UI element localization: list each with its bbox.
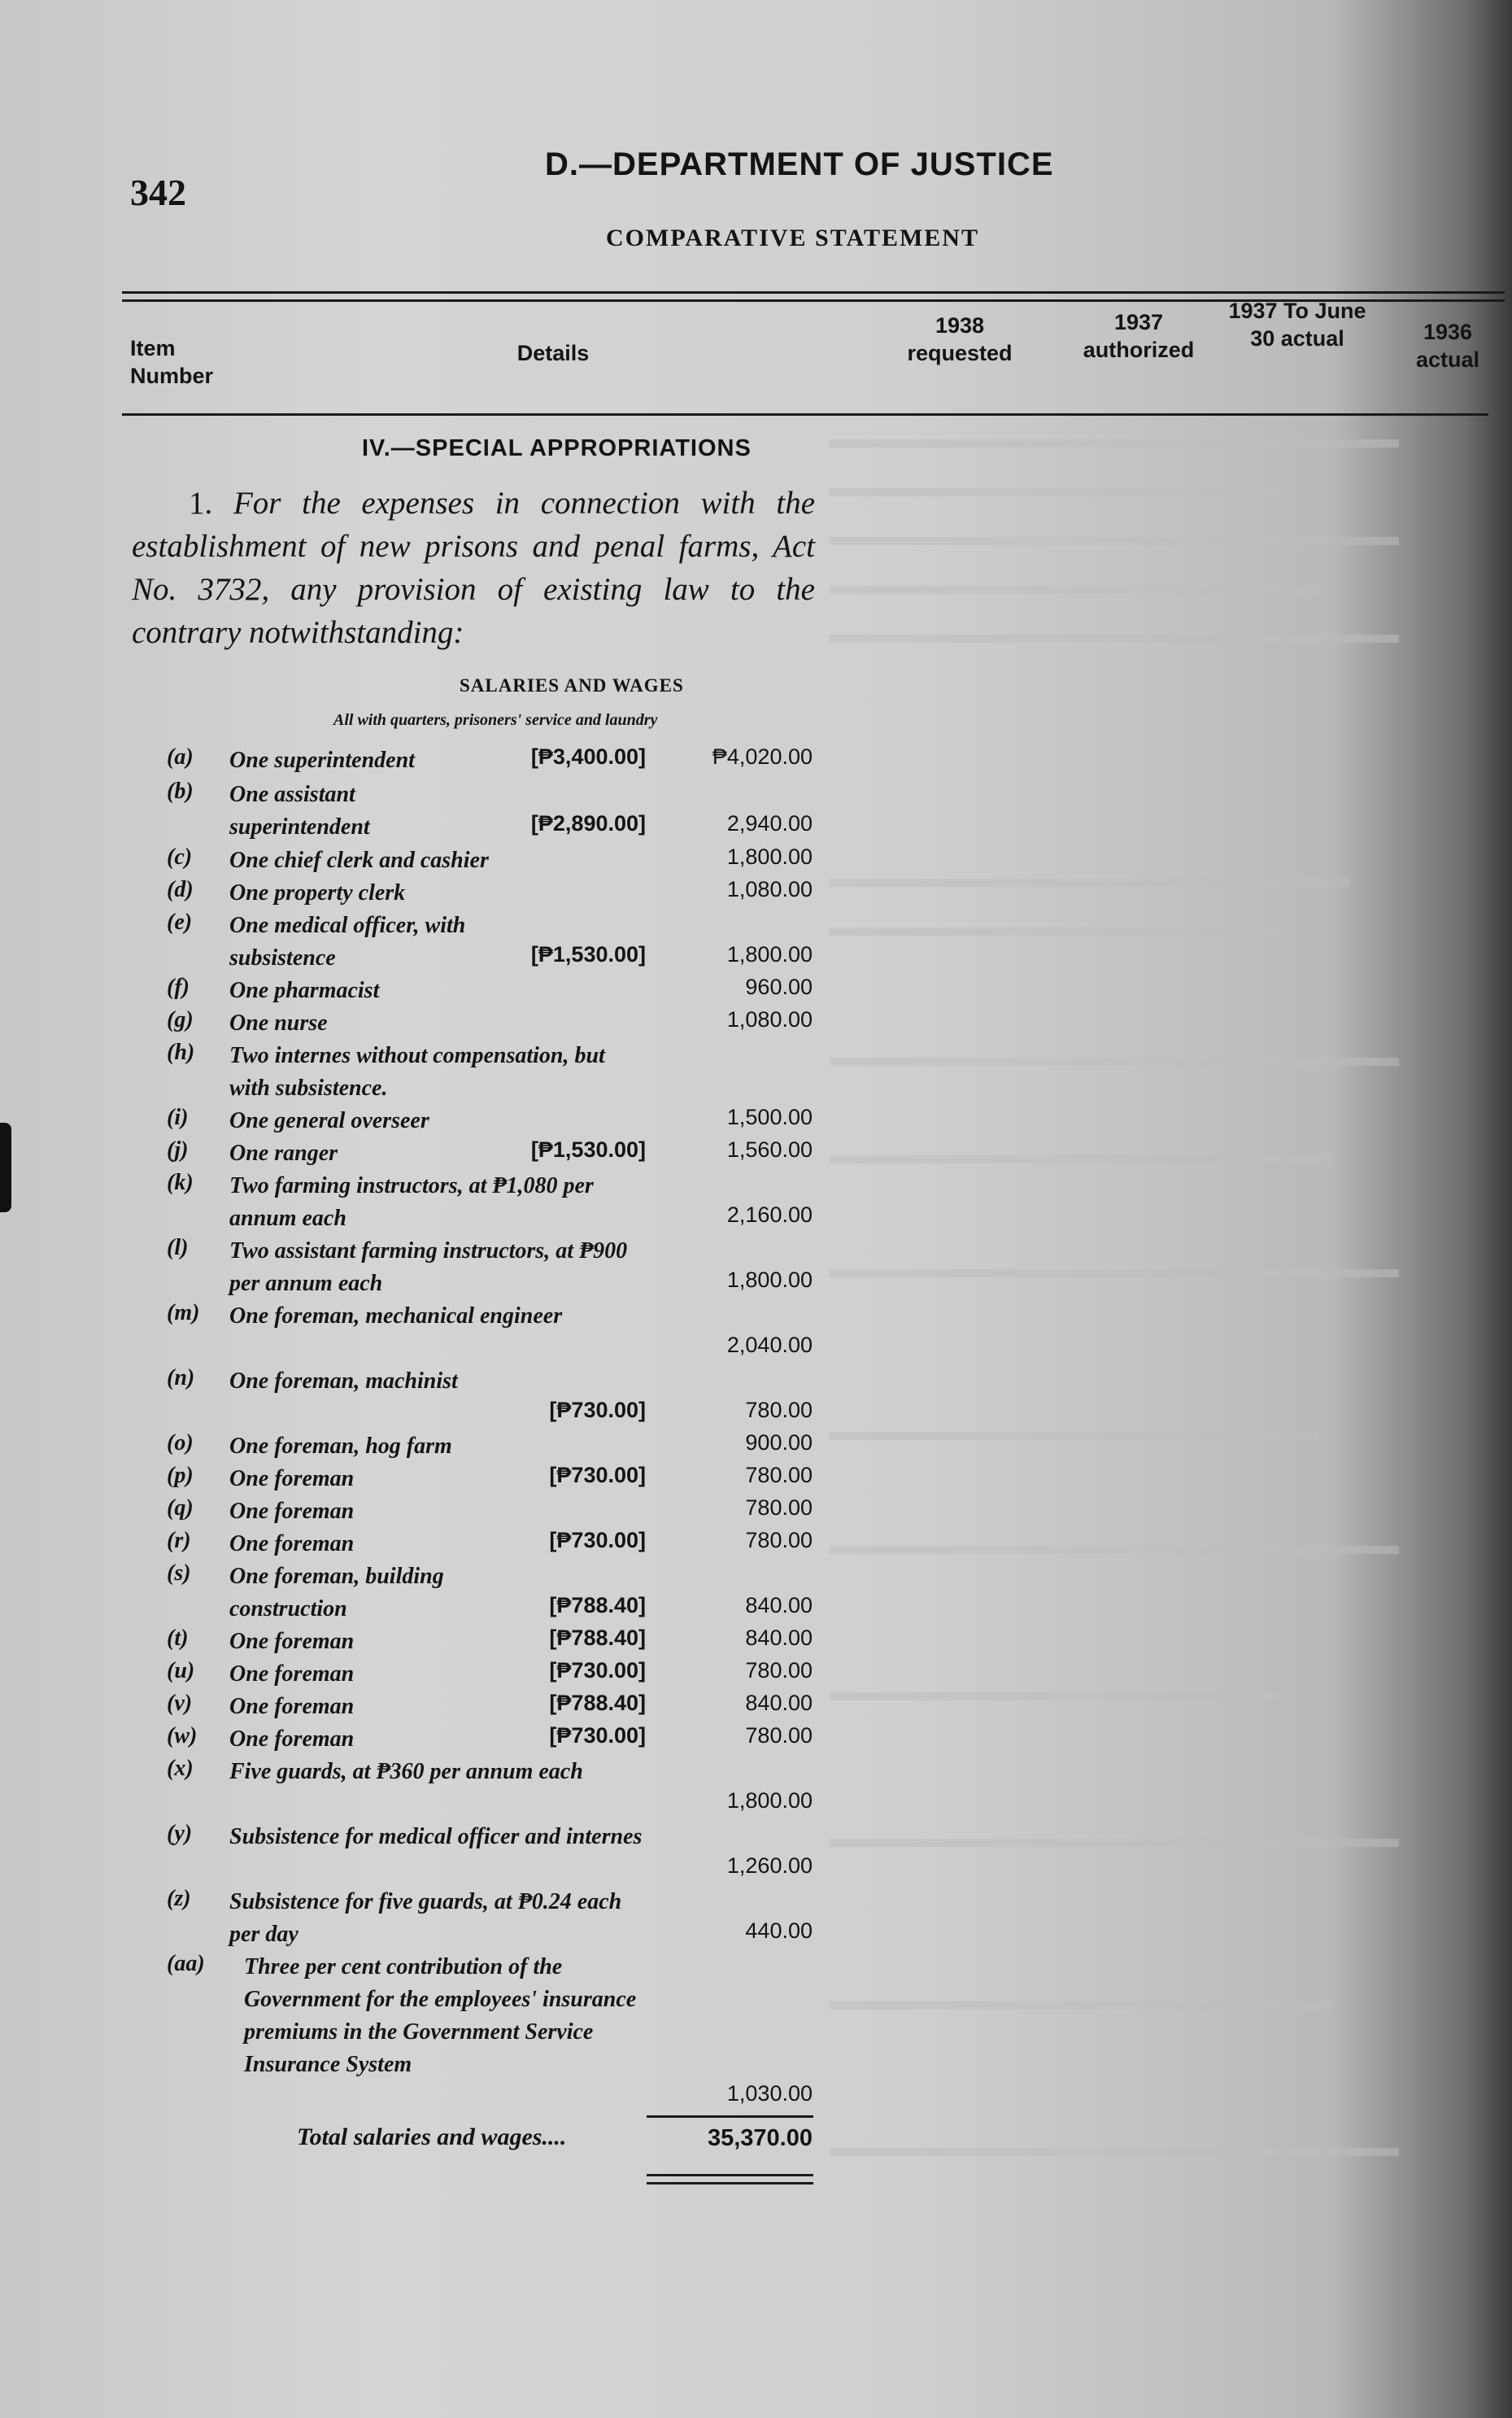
line-item <box>0 1170 1512 1235</box>
item-amount: 1,560.00 <box>726 1137 813 1162</box>
statement-title: COMPARATIVE STATEMENT <box>606 225 979 251</box>
item-description: One medical officer, with subsistence <box>229 913 466 971</box>
item-amount: 1,800.00 <box>726 1788 813 1813</box>
item-letter: (f) <box>167 975 190 1000</box>
item-description: Three per cent contribution of the Government for the employees' insurance premiums in the Government Service Insurance System <box>244 1954 637 2077</box>
item-amount: 840.00 <box>745 1593 813 1617</box>
item-amount: ₱4,020.00 <box>712 744 813 769</box>
line-item <box>0 975 1512 1007</box>
item-letter: (aa) <box>167 1951 205 1976</box>
col-1937-authorized: 1937 authorized <box>1083 310 1195 362</box>
item-letter: (h) <box>167 1040 195 1065</box>
item-amount: 900.00 <box>745 1430 813 1455</box>
item-amount: 1,030.00 <box>726 2081 813 2106</box>
item-description: One pharmacist <box>229 978 380 1003</box>
item-amount: 1,500.00 <box>726 1105 813 1129</box>
item-description: One property clerk <box>229 880 406 906</box>
item-description: One foreman, hog farm <box>229 1434 452 1459</box>
item-description: Two internes without compensation, but with subsistence. <box>229 1043 605 1101</box>
item-previous-amount: [₱788.40] <box>549 1626 646 1650</box>
item-previous-amount: [₱1,530.00] <box>530 942 646 967</box>
item-amount: 2,940.00 <box>726 811 813 836</box>
line-item <box>0 1821 1512 1886</box>
line-item <box>0 1691 1512 1723</box>
item-description: Subsistence for medical officer and internes <box>229 1824 643 1849</box>
item-letter: (j) <box>167 1137 189 1163</box>
sum-rule <box>647 2115 813 2118</box>
item-description: One general overseer <box>229 1108 429 1133</box>
line-item <box>0 1658 1512 1691</box>
item-description: One foreman, mechanical engineer <box>229 1303 563 1329</box>
total-double-rule-1 <box>647 2174 813 2176</box>
col-1937-june-actual: 1937 To June 30 actual <box>1228 299 1366 351</box>
col-1936-actual: 1936 actual <box>1415 320 1480 372</box>
item-description: One foreman <box>229 1661 355 1687</box>
department-title: D.—DEPARTMENT OF JUSTICE <box>545 146 1054 182</box>
item-amount: 1,260.00 <box>726 1853 813 1878</box>
col-item-number: Item Number <box>130 336 214 388</box>
line-item <box>0 1951 1512 2114</box>
appropriation-paragraph <box>132 482 815 654</box>
item-letter: (z) <box>167 1886 191 1911</box>
item-previous-amount: [₱788.40] <box>549 1691 646 1715</box>
item-amount: 2,040.00 <box>726 1333 813 1357</box>
item-amount: 840.00 <box>745 1626 813 1650</box>
item-description: One nurse <box>229 1010 328 1036</box>
section-title: IV.—SPECIAL APPROPRIATIONS <box>362 435 752 461</box>
item-letter: (n) <box>167 1365 195 1390</box>
item-amount: 1,800.00 <box>726 942 813 967</box>
line-item <box>0 779 1512 844</box>
item-letter: (y) <box>167 1821 193 1846</box>
item-amount: 780.00 <box>745 1463 813 1487</box>
item-description: Subsistence for five guards, at ₱0.24 each per day <box>229 1889 622 1947</box>
item-previous-amount: [₱730.00] <box>549 1528 646 1552</box>
item-amount: 1,080.00 <box>726 1007 813 1032</box>
line-item <box>0 1756 1512 1821</box>
total-double-rule-2 <box>647 2182 813 2184</box>
item-description: One foreman <box>229 1726 355 1752</box>
header-rule-top <box>122 291 1505 294</box>
item-letter: (b) <box>167 779 194 804</box>
item-letter: (k) <box>167 1170 194 1195</box>
item-description: One foreman <box>229 1531 355 1556</box>
line-item <box>0 1137 1512 1170</box>
line-item <box>0 1626 1512 1658</box>
item-amount: 840.00 <box>745 1691 813 1715</box>
line-item <box>0 1365 1512 1430</box>
item-previous-amount: [₱2,890.00] <box>530 811 646 836</box>
item-amount: 2,160.00 <box>726 1202 813 1227</box>
item-amount: 780.00 <box>745 1495 813 1520</box>
col-details: Details <box>516 341 590 365</box>
item-letter: (a) <box>167 744 194 770</box>
item-description: One foreman <box>229 1694 355 1719</box>
item-amount: 780.00 <box>745 1398 813 1422</box>
item-amount: 440.00 <box>745 1918 813 1943</box>
line-item <box>0 744 1512 777</box>
line-item <box>0 877 1512 910</box>
line-item <box>0 1495 1512 1528</box>
item-amount: 960.00 <box>745 975 813 999</box>
item-previous-amount: [₱730.00] <box>549 1658 646 1683</box>
item-description: One foreman <box>229 1629 355 1654</box>
item-letter: (g) <box>167 1007 194 1032</box>
item-letter: (m) <box>167 1300 200 1325</box>
item-description: One foreman, building construction <box>229 1564 444 1621</box>
item-letter: (e) <box>167 910 193 935</box>
line-item <box>0 910 1512 975</box>
line-item <box>0 845 1512 877</box>
item-letter: (i) <box>167 1105 189 1130</box>
item-amount: 1,080.00 <box>726 877 813 901</box>
item-amount: 780.00 <box>745 1658 813 1683</box>
line-item <box>0 1235 1512 1300</box>
line-item <box>0 1528 1512 1560</box>
line-item <box>0 1007 1512 1040</box>
total-label: Total salaries and wages.... <box>297 2123 567 2150</box>
item-letter: (s) <box>167 1560 191 1586</box>
item-previous-amount: [₱730.00] <box>549 1398 646 1422</box>
line-item <box>0 1430 1512 1463</box>
item-description: One foreman <box>229 1466 355 1491</box>
item-description: One ranger <box>229 1141 338 1166</box>
item-amount: 1,800.00 <box>726 845 813 869</box>
item-previous-amount: [₱730.00] <box>549 1723 646 1748</box>
item-previous-amount: [₱730.00] <box>549 1463 646 1487</box>
paragraph-number: 1. <box>189 486 213 521</box>
page-number: 342 <box>130 172 186 213</box>
salaries-heading: SALARIES AND WAGES <box>460 675 684 696</box>
line-item <box>0 1463 1512 1495</box>
item-previous-amount: [₱788.40] <box>549 1593 646 1617</box>
item-description: Two farming instructors, at ₱1,080 per annum each <box>229 1173 594 1231</box>
item-description: One foreman <box>229 1499 355 1524</box>
item-description: Two assistant farming instructors, at ₱900 per annum each <box>229 1238 628 1296</box>
col-1938-requested: 1938 requested <box>907 313 1013 365</box>
salaries-note: All with quarters, prisoners' service and laundry <box>333 711 658 729</box>
total-amount: 35,370.00 <box>707 2125 813 2151</box>
line-item <box>0 1886 1512 1951</box>
item-amount: 1,800.00 <box>726 1268 813 1292</box>
line-item <box>0 1105 1512 1137</box>
item-letter: (p) <box>167 1463 194 1488</box>
item-letter: (t) <box>167 1626 189 1651</box>
line-item <box>0 1040 1512 1105</box>
item-description: Five guards, at ₱360 per annum each <box>229 1759 583 1784</box>
item-letter: (x) <box>167 1756 194 1781</box>
item-letter: (o) <box>167 1430 194 1456</box>
item-amount: 780.00 <box>745 1723 813 1748</box>
line-item <box>0 1723 1512 1756</box>
item-description: One superintendent <box>229 748 415 773</box>
item-letter: (w) <box>167 1723 198 1748</box>
item-letter: (l) <box>167 1235 189 1260</box>
line-item <box>0 1300 1512 1365</box>
header-rule-bottom <box>122 413 1488 416</box>
item-letter: (q) <box>167 1495 194 1521</box>
item-letter: (c) <box>167 845 193 870</box>
item-amount: 780.00 <box>745 1528 813 1552</box>
paragraph-text: For the expenses in connection with the establishment of new prisons and penal farms, Act No. 3732, any provision of existing law to the contrary notwithstanding: <box>132 486 816 650</box>
item-previous-amount: [₱1,530.00] <box>530 1137 646 1162</box>
item-description: One chief clerk and cashier <box>229 848 489 873</box>
item-description: One assistant superintendent <box>229 782 370 840</box>
item-letter: (d) <box>167 877 194 902</box>
item-letter: (v) <box>167 1691 193 1716</box>
item-letter: (u) <box>167 1658 195 1683</box>
item-letter: (r) <box>167 1528 191 1553</box>
item-previous-amount: [₱3,400.00] <box>530 744 646 769</box>
line-item <box>0 1560 1512 1626</box>
item-description: One foreman, machinist <box>229 1368 458 1394</box>
